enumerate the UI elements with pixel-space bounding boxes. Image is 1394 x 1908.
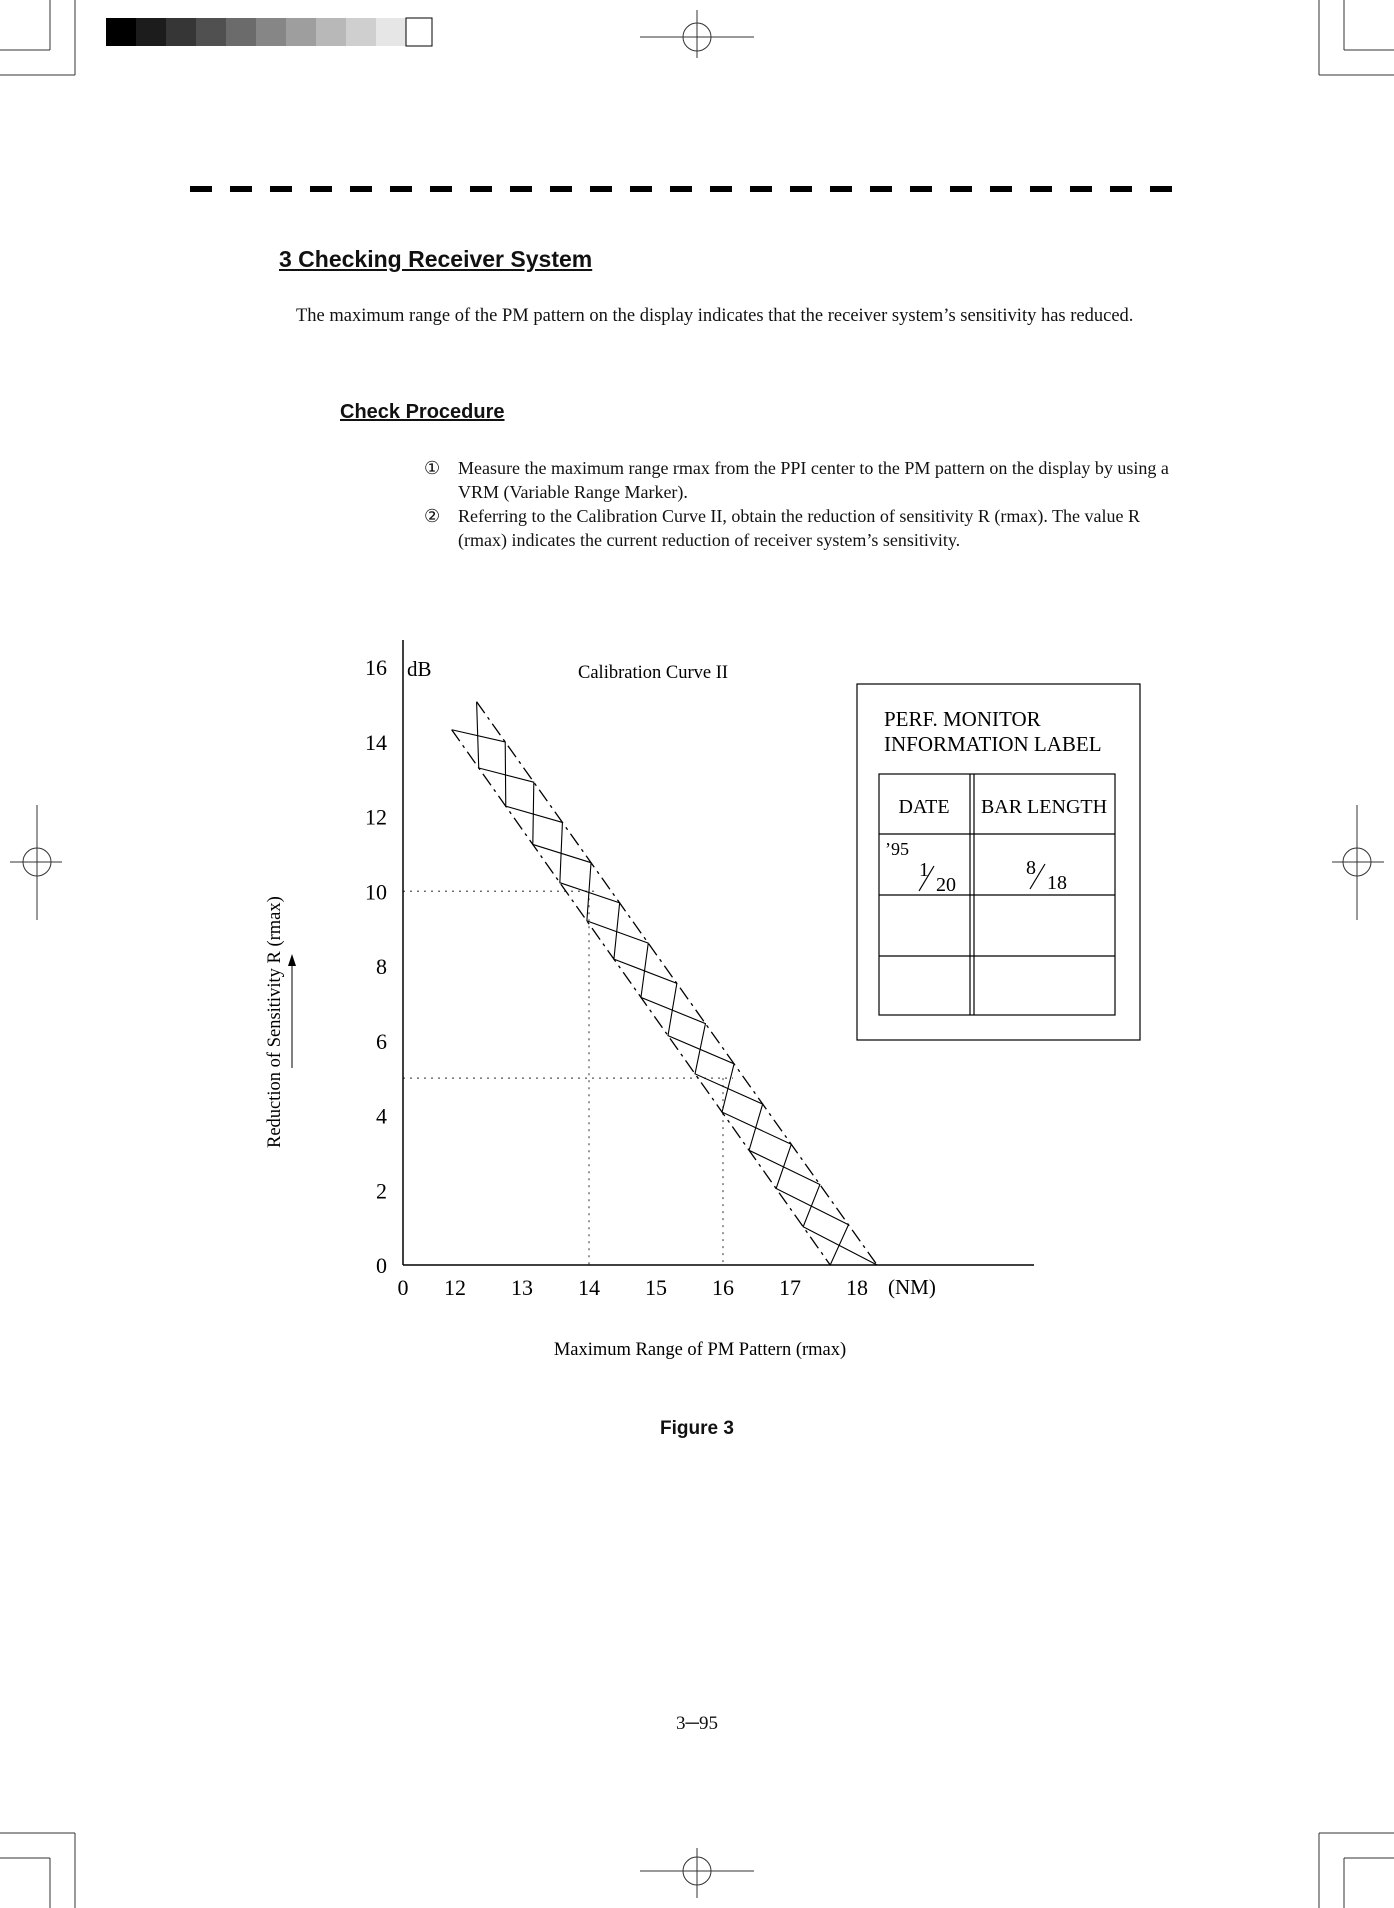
label-title-line2: INFORMATION LABEL [884, 732, 1102, 756]
y-tick-label: 6 [376, 1028, 387, 1054]
intro-paragraph: The maximum range of the PM pattern on the display indicates that the receiver system’s sensitivity has reduced. [296, 306, 1134, 326]
page-number: 3─95 [676, 1713, 718, 1734]
x-tick-label: 14 [578, 1275, 600, 1300]
band-hatch-a [452, 730, 849, 1265]
x-axis-title: Maximum Range of PM Pattern (rmax) [553, 1340, 847, 1360]
y-unit-label: dB [407, 657, 432, 681]
x-tick-label: 15 [645, 1275, 667, 1300]
y-tick-label: 14 [365, 729, 387, 755]
calibration-band [452, 702, 877, 1265]
y-tick-label: 8 [376, 954, 387, 979]
x-tick-label: 18 [846, 1275, 868, 1300]
y-tick-label: 16 [365, 655, 387, 680]
step-number: ② [424, 506, 441, 526]
label-title-line1: PERF. MONITOR [884, 707, 1041, 731]
label-date-denominator: 20 [936, 874, 956, 896]
label-date-numerator: 1 [919, 859, 929, 881]
step-text: Referring to the Calibration Curve II, obtain the reduction of sensitivity R (rmax). The value R (rmax) indicates the current reduction of receiver system’s sensitivity. [458, 506, 1140, 550]
label-bar-denominator: 18 [1047, 872, 1067, 894]
reference-lines [403, 891, 733, 1265]
y-tick-label: 4 [376, 1103, 387, 1129]
step-text: Measure the maximum range rmax from the PPI center to the PM pattern on the display by using a VRM (Variable Range Marker). [458, 458, 1169, 502]
y-axis-arrow [288, 954, 296, 1068]
section-title: 3 Checking Receiver System [279, 246, 593, 272]
x-tick-label: 17 [779, 1275, 801, 1300]
check-procedure-title: Check Procedure [340, 401, 505, 423]
step-number: ① [424, 458, 441, 478]
label-header-date: DATE [898, 796, 950, 818]
x-unit-label: (NM) [888, 1275, 936, 1299]
y-axis-title: Reduction of Sensitivity R (rmax) [265, 896, 285, 1148]
x-tick-labels [398, 1275, 869, 1300]
y-tick-labels [365, 655, 387, 1278]
x-tick-label: 0 [397, 1275, 409, 1300]
label-header-bar-length: BAR LENGTH [980, 796, 1108, 818]
perf-monitor-label [857, 684, 1140, 1040]
y-tick-label: 0 [376, 1253, 387, 1278]
chart-title: Calibration Curve II [578, 663, 729, 683]
label-bar-numerator: 8 [1026, 857, 1036, 879]
figure-label: Figure 3 [660, 1418, 734, 1439]
x-tick-label: 13 [511, 1275, 533, 1300]
y-tick-label: 12 [365, 804, 387, 830]
y-tick-label: 2 [376, 1178, 387, 1204]
x-tick-label: 16 [712, 1275, 734, 1300]
x-tick-label: 12 [444, 1275, 466, 1300]
y-tick-label: 10 [365, 879, 387, 905]
label-year: ’95 [885, 839, 909, 859]
